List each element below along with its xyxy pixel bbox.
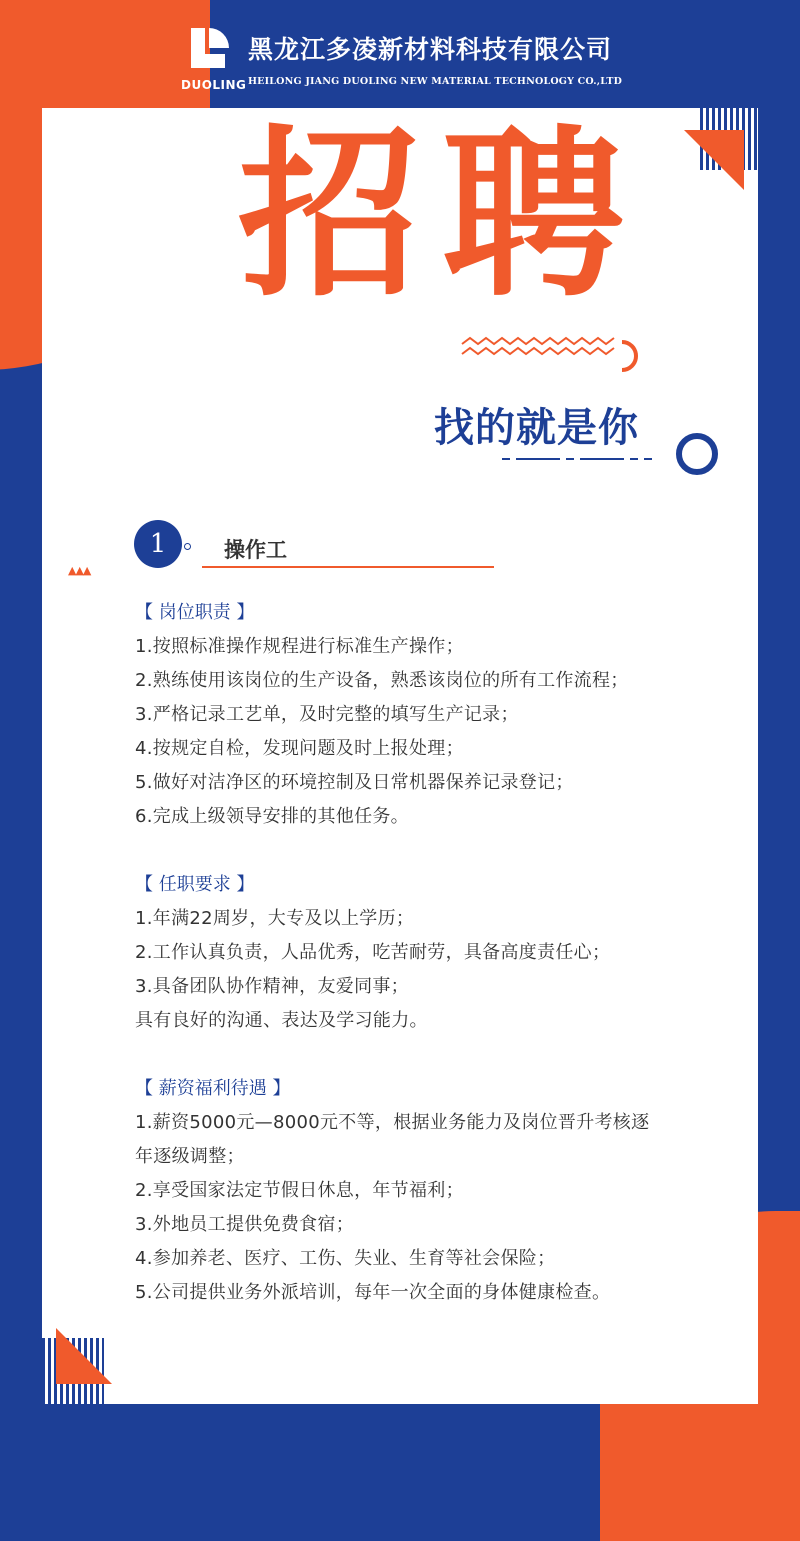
blue-ring-decoration	[676, 433, 718, 475]
job-number-badge: 1	[134, 520, 182, 568]
list-item: 3.具备团队协作精神，友爱同事；	[135, 976, 409, 997]
list-item: 2.工作认真负责，人品优秀，吃苦耐劳，具备高度责任心；	[135, 942, 611, 963]
section-heading-duties: 【 岗位职责 】	[135, 602, 255, 623]
list-item: 6.完成上级领导安排的其他任务。	[135, 806, 409, 827]
logo-icon	[185, 24, 233, 72]
header	[0, 0, 800, 108]
triangle-decoration: ▲▲▲	[68, 564, 91, 577]
poster-card	[42, 108, 758, 1404]
list-item: 4.参加养老、医疗、工伤、失业、生育等社会保险；	[135, 1248, 556, 1269]
list-item: 5.公司提供业务外派培训，每年一次全面的身体健康检查。	[135, 1282, 611, 1303]
company-name-cn: 黑龙江多凌新材料科技有限公司	[248, 35, 613, 64]
list-item: 2.享受国家法定节假日休息，年节福利；	[135, 1180, 464, 1201]
list-item: 1.按照标准操作规程进行标准生产操作；	[135, 636, 464, 657]
dash-line	[502, 458, 652, 460]
section-heading-requirements: 【 任职要求 】	[135, 874, 255, 895]
list-item: 年逐级调整；	[135, 1146, 245, 1167]
hero-title: 招聘	[238, 109, 646, 321]
list-item: 2.熟练使用该岗位的生产设备，熟悉该岗位的所有工作流程；	[135, 670, 629, 691]
list-item: 4.按规定自检，发现问题及时上报处理；	[135, 738, 464, 759]
list-item: 3.严格记录工艺单，及时完整的填写生产记录；	[135, 704, 519, 725]
slogan: 找的就是你	[434, 405, 639, 451]
job-details	[135, 596, 715, 1310]
company-name-en: HEILONG JIANG DUOLING NEW MATERIAL TECHNOLOGY CO.,LTD	[248, 76, 623, 87]
zigzag-decoration	[460, 336, 640, 376]
orange-triangle-bottom	[56, 1328, 112, 1384]
list-item: 5.做好对洁净区的环境控制及日常机器保养记录登记；	[135, 772, 574, 793]
list-item: 1.年满22周岁，大专及以上学历；	[135, 908, 415, 929]
list-item: 3.外地员工提供免费食宿；	[135, 1214, 355, 1235]
small-ring-dot	[184, 543, 191, 550]
section-heading-benefits: 【 薪资福利待遇 】	[135, 1078, 291, 1099]
list-item: 具有良好的沟通、表达及学习能力。	[135, 1010, 428, 1031]
title-underline	[202, 566, 494, 568]
list-item: 1.薪资5000元—8000元不等，根据业务能力及岗位晋升考核逐	[135, 1112, 650, 1133]
job-title: 操作工	[224, 538, 287, 562]
logo-text: DUOLING	[181, 78, 247, 92]
